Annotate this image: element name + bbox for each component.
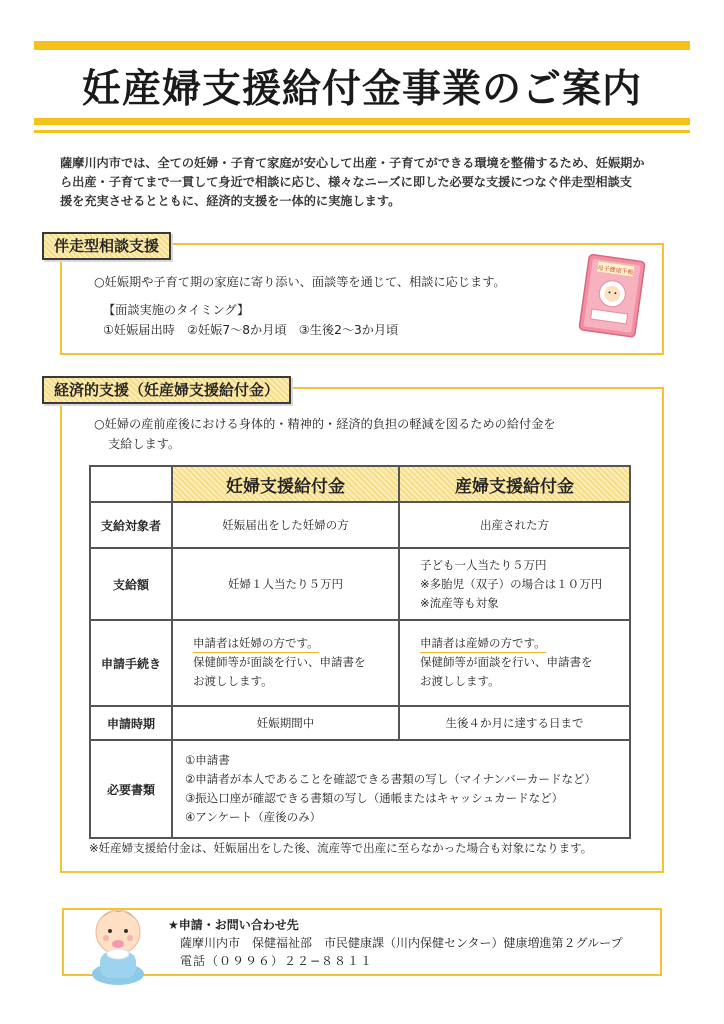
amount-line: ※多胎児（双子）の場合は１０万円 xyxy=(420,576,603,591)
table-footnote: ※妊産婦支援給付金は、妊娠届出をした後、流産等で出産に至らなかった場合も対象になります。 xyxy=(89,841,593,855)
document-item: ④アンケート（産後のみ） xyxy=(185,810,322,824)
row-label-period: 申請時期 xyxy=(90,706,172,740)
top-accent-bar xyxy=(34,41,690,50)
page-title: 妊産婦支援給付金事業のご案内 xyxy=(81,67,642,112)
title-underline-thick xyxy=(34,118,690,125)
col-header-postpartum: 産婦支援給付金 xyxy=(399,466,630,502)
row-label-target: 支給対象者 xyxy=(90,502,172,548)
table-row xyxy=(90,548,630,620)
contact-heading: ★申請・お問い合わせ先 xyxy=(168,918,299,932)
booklet-label: 母子健康手帳 xyxy=(597,264,634,277)
cell-period-pregnancy: 妊娠期間中 xyxy=(172,706,399,740)
intro-line: 薩摩川内市では、全ての妊婦・子育て家庭が安心して出産・子育てができる環境を整備するため、妊娠期か xyxy=(60,156,645,170)
col-header-pregnancy: 妊婦支援給付金 xyxy=(172,466,399,502)
contact-address: 薩摩川内市 保健福祉部 市民健康課（川内保健センター）健康増進第２グループ xyxy=(180,936,623,950)
baby-illustration-icon xyxy=(78,900,158,986)
section1-text: ○妊娠期や子育て期の家庭に寄り添い、面談等を通じて、相談に応じます。 xyxy=(94,275,506,289)
title-underline-thin xyxy=(34,130,690,133)
benefits-table xyxy=(89,465,631,839)
procedure-line: お渡しします。 xyxy=(193,674,273,688)
cell-amount-postpartum xyxy=(399,548,630,620)
document-item: ②申請者が本人であることを確認できる書類の写し（マイナンバーカードなど） xyxy=(185,772,596,786)
table-row xyxy=(90,620,630,706)
section2-heading: 経済的支援（妊産婦支援給付金） xyxy=(42,376,291,404)
contact-phone: 電話（０９９６）２２−８８１１ xyxy=(180,954,374,968)
row-label-documents: 必要書類 xyxy=(90,740,172,838)
timing-label: 【面談実施のタイミング】 xyxy=(103,303,250,317)
section2-text-line2: 支給します。 xyxy=(108,437,181,451)
cell-target-postpartum: 出産された方 xyxy=(399,502,630,548)
section2-text-line1: ○妊婦の産前産後における身体的・精神的・経済的負担の軽減を図るための給付金を xyxy=(94,417,556,431)
cell-amount-pregnancy: 妊婦１人当たり５万円 xyxy=(172,548,399,620)
procedure-line: 申請者は妊婦の方です。 xyxy=(193,635,319,653)
table-row xyxy=(90,706,630,740)
cell-procedure-pregnancy xyxy=(172,620,399,706)
maternal-health-booklet-icon xyxy=(574,250,654,342)
document-item: ③振込口座が確認できる書類の写し（通帳またはキャッシュカードなど） xyxy=(185,791,564,805)
intro-paragraph xyxy=(60,154,670,211)
document-item: ①申請書 xyxy=(185,753,230,767)
procedure-line: 申請者は産婦の方です。 xyxy=(420,635,546,653)
cell-period-postpartum: 生後４か月に達する日まで xyxy=(399,706,630,740)
procedure-line: 保健師等が面談を行い、申請書を xyxy=(420,655,593,669)
table-row xyxy=(90,740,630,838)
procedure-line: 保健師等が面談を行い、申請書を xyxy=(193,655,366,669)
section1-heading: 伴走型相談支援 xyxy=(42,232,171,260)
table-row xyxy=(90,502,630,548)
row-label-procedure: 申請手続き xyxy=(90,620,172,706)
cell-target-pregnancy: 妊娠届出をした妊婦の方 xyxy=(172,502,399,548)
amount-line: 子ども一人当たり５万円 xyxy=(420,557,547,572)
intro-line: ら出産・子育てまで一貫して身近で相談に応じ、様々なニーズに即した必要な支援につなぐ伴走型相談支 xyxy=(60,175,632,189)
table-header-row xyxy=(90,466,630,502)
amount-line: ※流産等も対象 xyxy=(420,595,499,610)
row-label-amount: 支給額 xyxy=(90,548,172,620)
intro-line: 援を充実させるとともに、経済的支援を一体的に実施します。 xyxy=(60,194,401,208)
cell-procedure-postpartum xyxy=(399,620,630,706)
procedure-line: お渡しします。 xyxy=(420,674,500,688)
table-corner-cell xyxy=(90,466,172,502)
timing-list: ①妊娠届出時 ②妊娠7～8か月頃 ③生後2～3か月頃 xyxy=(103,323,399,337)
cell-documents xyxy=(172,740,630,838)
